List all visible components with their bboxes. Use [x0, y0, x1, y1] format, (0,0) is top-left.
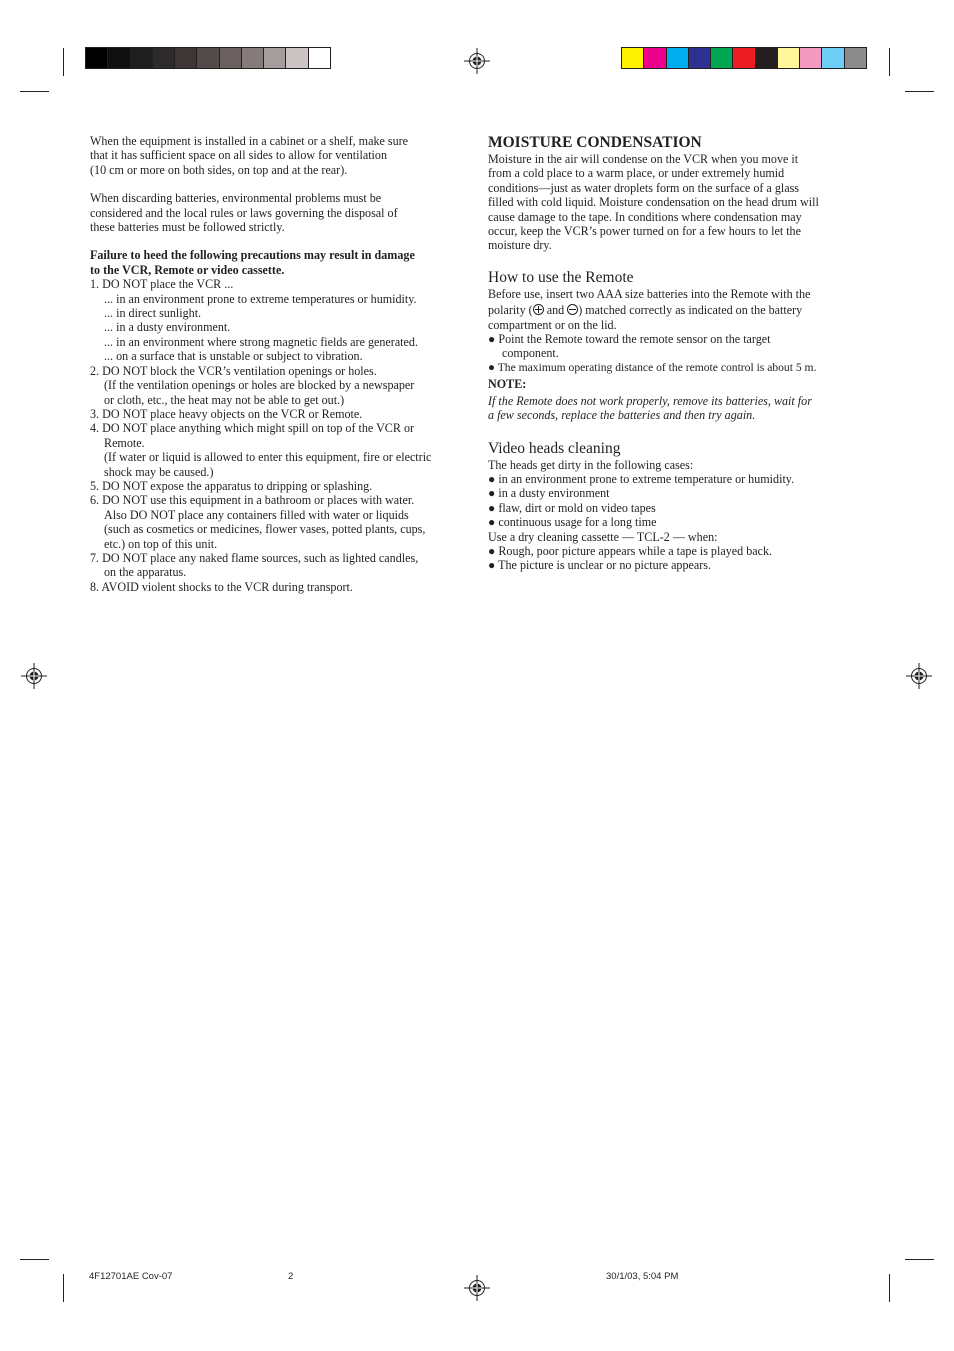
- list-subitem: shock may be caused.): [104, 464, 214, 479]
- color-swatch: [286, 48, 308, 68]
- text-line: compartment or on the lid.: [488, 317, 617, 332]
- bullet-text: Rough, poor picture appears while a tape is played back.: [498, 543, 773, 558]
- remote-section: [488, 269, 868, 423]
- crop-mark: [63, 48, 64, 76]
- bullet-text: flaw, dirt or mold on video tapes: [498, 500, 656, 515]
- text-line: that it has sufficient space on all sides to allow for ventilation: [90, 148, 388, 163]
- crop-mark: [905, 91, 934, 92]
- bullet-text: in an environment prone to extreme temperature or humidity.: [498, 471, 795, 486]
- color-swatch: [845, 48, 866, 68]
- warning-line: Failure to heed the following precautions may result in damage: [90, 248, 415, 263]
- list-subitem: or cloth, etc., the heat may not be able to get out.): [104, 392, 345, 407]
- bullet-item: [488, 332, 868, 346]
- bullet-text: Point the Remote toward the remote sensor on the target: [498, 332, 771, 347]
- crop-mark: [63, 1274, 64, 1302]
- bullet-item: [488, 515, 868, 529]
- list-item: 8. AVOID violent shocks to the VCR during transport.: [90, 579, 353, 594]
- registration-mark-icon: [464, 1275, 490, 1301]
- color-swatch: [131, 48, 153, 68]
- footer-page-number: 2: [288, 1271, 294, 1282]
- text-fragment: and: [543, 303, 568, 318]
- right-column: [488, 134, 868, 573]
- text-line: conditions—just as water droplets form on the surface of a glass: [488, 180, 800, 195]
- grayscale-color-bar: [85, 47, 331, 69]
- color-swatch: [778, 48, 800, 68]
- bullet-icon: ●: [488, 332, 496, 347]
- bullet-item: [488, 486, 868, 500]
- list-item: 4. DO NOT place anything which might spill on top of the VCR or: [90, 421, 415, 436]
- list-item: 6. DO NOT use this equipment in a bathroom or places with water.: [90, 493, 415, 508]
- color-swatch: [309, 48, 330, 68]
- bullet-icon: ●: [488, 558, 496, 573]
- plus-polarity-icon: [533, 304, 544, 315]
- bullet-text: The picture is unclear or no picture appears.: [498, 558, 712, 573]
- minus-polarity-icon: [567, 304, 578, 315]
- text-line: moisture dry.: [488, 238, 552, 253]
- bullet-icon: ●: [488, 360, 496, 374]
- bullet-icon: ●: [488, 515, 496, 530]
- precautions-warning: [90, 248, 475, 277]
- bullet-item: [488, 361, 868, 375]
- registration-mark-icon: [464, 48, 490, 74]
- text-line: Use a dry cleaning cassette — TCL-2 — when:: [488, 529, 718, 544]
- section-heading: MOISTURE CONDENSATION: [488, 134, 702, 151]
- footer-file-code: 4F12701AE Cov-07: [89, 1271, 173, 1282]
- warning-line: to the VCR, Remote or video cassette.: [90, 262, 285, 277]
- bullet-continuation: component.: [502, 346, 559, 361]
- bullet-icon: ●: [488, 543, 496, 558]
- bullet-icon: ●: [488, 500, 496, 515]
- heads-section: [488, 440, 868, 573]
- spacer: [90, 177, 475, 191]
- color-swatch: [153, 48, 175, 68]
- spacer: [488, 423, 868, 440]
- note-label: NOTE:: [488, 377, 527, 392]
- bullet-icon: ●: [488, 471, 496, 486]
- list-subitem: ... in direct sunlight.: [104, 306, 202, 321]
- bullet-item: [488, 472, 868, 486]
- color-swatch: [711, 48, 733, 68]
- color-swatch: [756, 48, 778, 68]
- crop-mark: [20, 91, 49, 92]
- bullet-text: The maximum operating distance of the remote control is about 5 m.: [497, 360, 817, 374]
- list-subitem: ... on a surface that is unstable or subject to vibration.: [104, 349, 363, 364]
- text-line: filled with cold liquid. Moisture condensation on the head drum will: [488, 195, 819, 210]
- crop-mark: [889, 48, 890, 76]
- left-column: [90, 134, 475, 594]
- note-line: If the Remote does not work properly, remove its batteries, wait for: [488, 393, 812, 408]
- registration-mark-icon: [21, 663, 47, 689]
- color-swatch: [264, 48, 286, 68]
- list-subitem: (If water or liquid is allowed to enter this equipment, fire or electric: [104, 450, 432, 465]
- bullet-item: [488, 544, 868, 558]
- note-line: a few seconds, replace the batteries and then try again.: [488, 408, 756, 423]
- list-subitem: ... in a dusty environment.: [104, 320, 231, 335]
- color-swatch: [822, 48, 844, 68]
- color-swatch: [622, 48, 644, 68]
- color-swatch: [242, 48, 264, 68]
- list-item: 3. DO NOT place heavy objects on the VCR or Remote.: [90, 406, 363, 421]
- list-item: 5. DO NOT expose the apparatus to dripping or splashing.: [90, 478, 373, 493]
- process-color-bar: [621, 47, 867, 69]
- crop-mark: [20, 1259, 49, 1260]
- crop-mark: [905, 1259, 934, 1260]
- list-subitem: on the apparatus.: [104, 565, 187, 580]
- list-subitem: Remote.: [104, 435, 145, 450]
- list-subitem: (If the ventilation openings or holes are blocked by a newspaper: [104, 378, 415, 393]
- color-swatch: [667, 48, 689, 68]
- text-line: Moisture in the air will condense on the VCR when you move it: [488, 152, 799, 166]
- bullet-text: continuous usage for a long time: [498, 515, 657, 530]
- list-subitem: (such as cosmetics or medicines, flower vases, potted plants, cups,: [104, 522, 426, 537]
- list-subitem: ... in an environment prone to extreme temperatures or humidity.: [104, 291, 417, 306]
- color-swatch: [220, 48, 242, 68]
- ventilation-paragraph: [90, 134, 475, 177]
- precautions-list: [90, 277, 475, 594]
- bullet-item: [488, 501, 868, 515]
- spacer: [90, 234, 475, 248]
- color-swatch: [197, 48, 219, 68]
- crop-mark: [889, 1274, 890, 1302]
- section-heading: How to use the Remote: [488, 268, 634, 286]
- text-line: these batteries must be followed strictly.: [90, 220, 285, 235]
- bullet-text: in a dusty environment: [498, 486, 610, 501]
- text-line: considered and the local rules or laws governing the disposal of: [90, 205, 398, 220]
- text-line: (10 cm or more on both sides, on top and at the rear).: [90, 162, 348, 177]
- bullet-item: [488, 558, 868, 572]
- batteries-paragraph: [90, 191, 475, 234]
- color-swatch: [689, 48, 711, 68]
- polarity-line: [488, 303, 868, 317]
- list-subitem: etc.) on top of this unit.: [104, 536, 218, 551]
- color-swatch: [644, 48, 666, 68]
- text-fragment: polarity (: [488, 303, 533, 318]
- list-subitem: ... in an environment where strong magnetic fields are generated.: [104, 334, 418, 349]
- text-line: from a cold place to a warm place, or under extremely humid: [488, 166, 785, 181]
- list-item: 2. DO NOT block the VCR’s ventilation openings or holes.: [90, 363, 377, 378]
- text-line: occur, keep the VCR’s power turned on for a few hours to let the: [488, 224, 801, 239]
- color-swatch: [86, 48, 108, 68]
- moisture-section: [488, 134, 868, 253]
- text-line: When the equipment is installed in a cabinet or a shelf, make sure: [90, 134, 409, 148]
- list-item: 1. DO NOT place the VCR ...: [90, 277, 234, 292]
- text-line: The heads get dirty in the following cases:: [488, 457, 694, 472]
- list-subitem: Also DO NOT place any containers filled with water or liquids: [104, 507, 409, 522]
- color-swatch: [733, 48, 755, 68]
- registration-mark-icon: [906, 663, 932, 689]
- text-line: Before use, insert two AAA size batteries into the Remote with the: [488, 286, 811, 301]
- spacer: [488, 253, 868, 269]
- text-fragment: ) matched correctly as indicated on the battery: [578, 303, 803, 318]
- color-swatch: [175, 48, 197, 68]
- bullet-icon: ●: [488, 486, 496, 501]
- text-line: cause damage to the tape. In conditions where condensation may: [488, 209, 802, 224]
- color-swatch: [108, 48, 130, 68]
- footer-timestamp: 30/1/03, 5:04 PM: [606, 1271, 679, 1282]
- text-line: When discarding batteries, environmental problems must be: [90, 191, 382, 206]
- section-heading: Video heads cleaning: [488, 439, 621, 457]
- list-item: 7. DO NOT place any naked flame sources, such as lighted candles,: [90, 550, 419, 565]
- color-swatch: [800, 48, 822, 68]
